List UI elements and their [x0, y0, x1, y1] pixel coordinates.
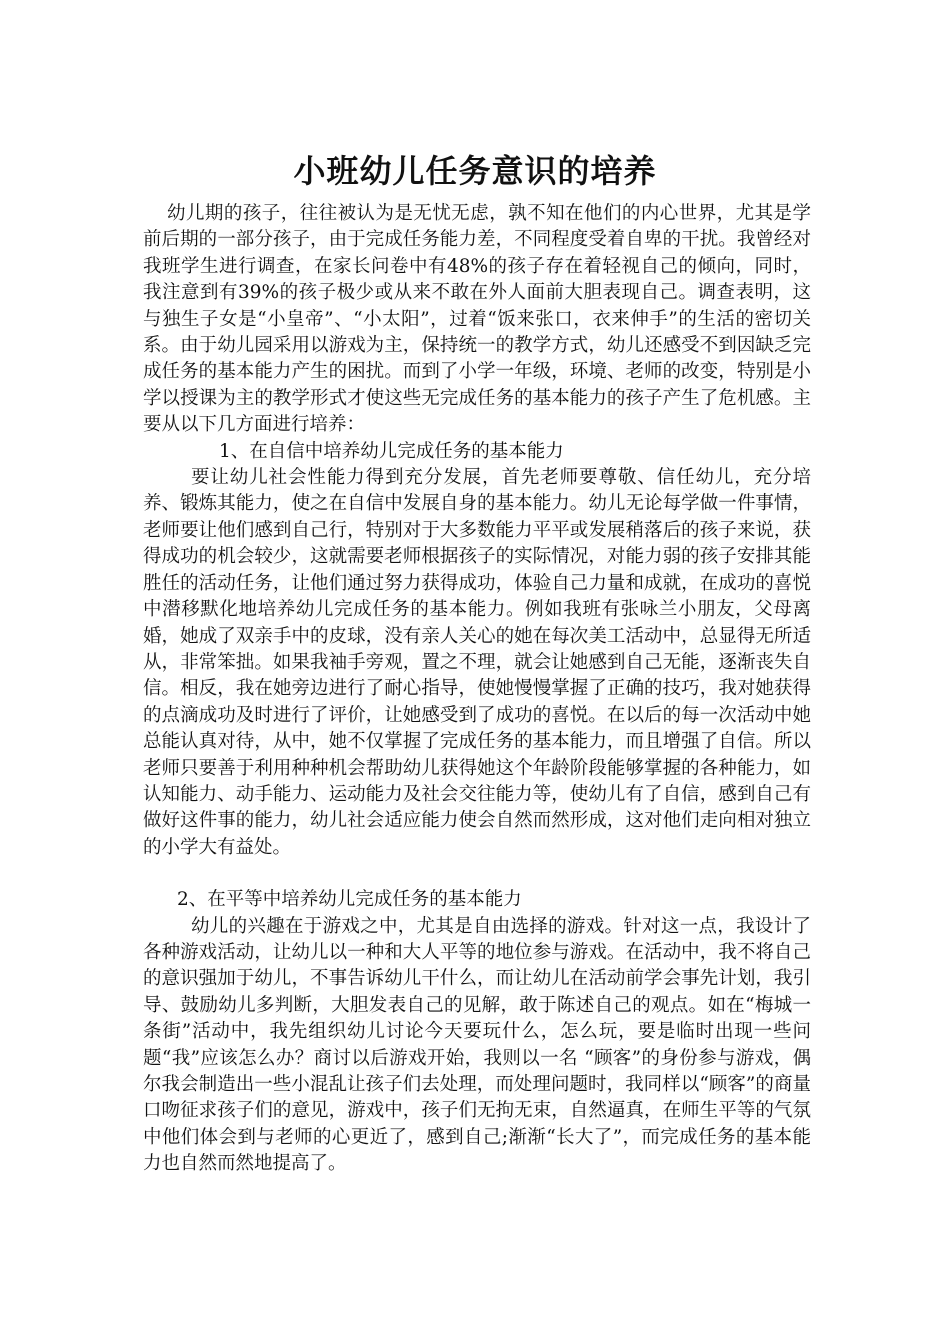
section-2-heading: 2、在平等中培养幼儿完成任务的基本能力: [177, 889, 522, 911]
document-title: 小班幼儿任务意识的培养: [293, 152, 657, 191]
section-2-paragraph: 幼儿的兴趣在于游戏之中，尤其是自由选择的游戏。针对这一点，我设计了各种游戏活动，让幼儿以一种和大人平等的地位参与游戏。在活动中，我不将自己的意识强加于幼儿，不事告诉幼儿干什么，而让幼儿在活动前学会事先计划，我引导、鼓励幼儿多判断，大胆发表自己的见解，敢于陈述自己的观点。如在“梅城一条街”活动中，我先组织幼儿讨论今天要玩什么，怎么玩，要是临时出现一些问题“我”应该怎么办？商讨以后游戏开始，我则以一名 “顾客”的身份参与游戏，偶尔我会制造出一些小混乱让孩子们去处理，而处理问题时，我同样以“顾客”的商量口吻征求孩子们的意见，游戏中，孩子们无拘无束，自然逼真，在师生平等的气氛中他们体会到与老师的心更近了，感到自己;渐渐“长大了”，而完成任务的基本能力也自然而然地提高了。: [143, 915, 811, 1175]
section-1-paragraph: 要让幼儿社会性能力得到充分发展，首先老师要尊敬、信任幼儿，充分培养、锻炼其能力，使之在自信中发展自身的基本能力。幼儿无论每学做一件事情，老师要让他们感到自己行，特别对于大多数能力平平或发展稍落后的孩子来说，获得成功的机会较少，这就需要老师根据孩子的实际情况，对能力弱的孩子安排其能胜任的活动任务，让他们通过努力获得成功，体验自己力量和成就，在成功的喜悦中潜移默化地培养幼儿完成任务的基本能力。例如我班有张咏兰小朋友，父母离婚，她成了双亲手中的皮球，没有亲人关心的她在每次美工活动中，总显得无所适从，非常笨拙。如果我袖手旁观，置之不理，就会让她感到自己无能，逐渐丧失自信。相反，我在她旁边进行了耐心指导，使她慢慢掌握了正确的技巧，我对她获得的点滴成功及时进行了评价，让她感受到了成功的喜悦。在以后的每一次活动中她总能认真对待，从中，她不仅掌握了完成任务的基本能力，而且增强了自信。所以老师只要善于利用种种机会帮助幼儿获得她这个年龄阶段能够掌握的各种能力，如认知能力、动手能力、运动能力及社会交往能力等，使幼儿有了自信，感到自己有做好这件事的能力，幼儿社会适应能力使会自然而然形成，这对他们走向相对独立的小学大有益处。: [143, 467, 811, 858]
paragraph-gap: [143, 861, 811, 887]
section-1-heading: 1、在自信中培养幼儿完成任务的基本能力: [219, 440, 564, 462]
intro-paragraph: 幼儿期的孩子，往往被认为是无忧无虑，孰不知在他们的内心世界，尤其是学前后期的一部分孩子，由于完成任务能力差，不同程度受着自卑的干扰。我曾经对我班学生进行调查，在家长问卷中有48%的孩子存在着轻视自己的倾向，同时，我注意到有39%的孩子极少或从来不敢在外人面前大胆表现自己。调查表明，这与独生子女是“小皇帝”、“小太阳”，过着“饭来张口，衣来伸手”的生活的密切关系。由于幼儿园采用以游戏为主，保持统一的教学方式，幼儿还感受不到因缺乏完成任务的基本能力产生的困扰。而到了小学一年级，环境、老师的改变，特别是小学以授课为主的教学形式才使这些无完成任务的基本能力的孩子产生了危机感。主要从以下几方面进行培养：: [143, 203, 811, 436]
document-body: [143, 201, 811, 1178]
